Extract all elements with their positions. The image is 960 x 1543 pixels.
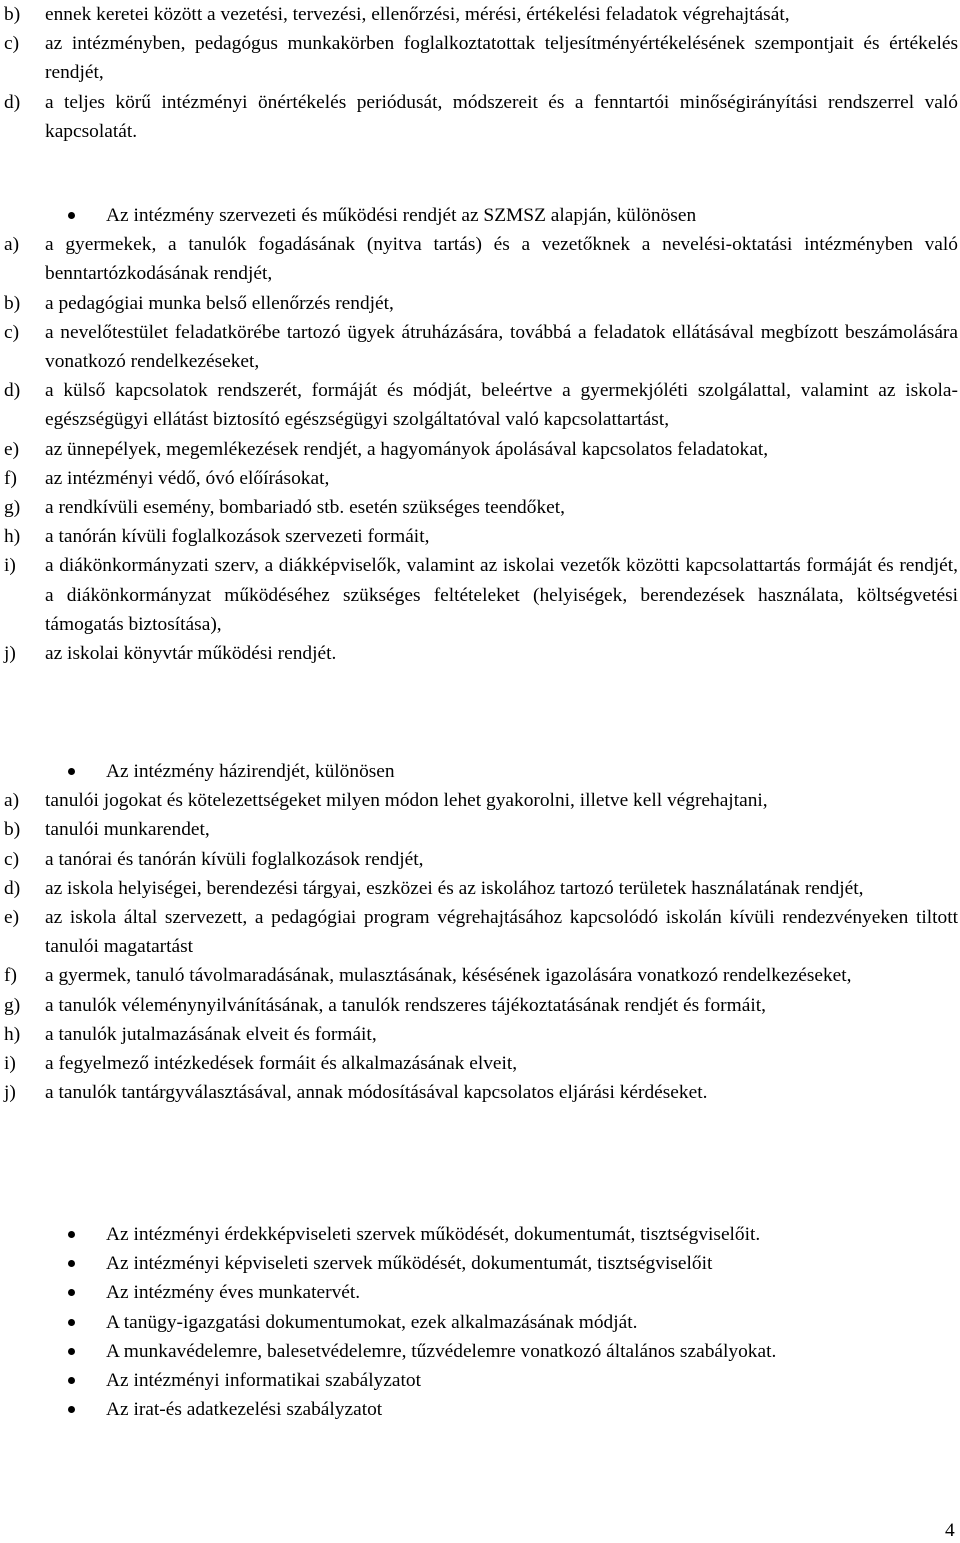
list-item (4, 29, 960, 87)
bullet-icon (4, 1366, 106, 1395)
item-text: tanulói munkarendet, (45, 819, 210, 841)
szmsz-section (4, 201, 960, 668)
item-label: h) (4, 1023, 21, 1045)
bullet-item (4, 1308, 960, 1337)
list-item (4, 874, 960, 903)
bullet-text: A tanügy-igazgatási dokumentumokat, ezek alkalmazásának módját. (106, 1311, 638, 1333)
assessment-list (4, 0, 960, 146)
item-text: a pedagógiai munka belső ellenőrzés rendjét, (45, 292, 394, 314)
item-label: d) (4, 380, 21, 402)
bullet-icon (4, 1249, 106, 1278)
bullet-item (4, 1395, 960, 1424)
item-label: h) (4, 526, 21, 548)
list-item (4, 0, 960, 29)
list-item (4, 1078, 960, 1107)
item-label: a) (4, 790, 20, 812)
list-item (4, 435, 960, 464)
bullet-text: Az intézmény éves munkatervét. (106, 1282, 361, 1304)
item-text: a rendkívüli esemény, bombariadó stb. esetén szükséges teendőket, (45, 497, 565, 519)
item-label: b) (4, 292, 21, 314)
hazirend-section (4, 757, 960, 1107)
item-label: c) (4, 33, 20, 55)
heading-text: Az intézmény szervezeti és működési rendjét az SZMSZ alapján, különösen (106, 205, 697, 226)
bullet-text: Az irat-és adatkezelési szabályzatot (106, 1399, 383, 1421)
item-text: a tanulók jutalmazásának elveit és formáit, (45, 1023, 377, 1045)
item-label: b) (4, 4, 21, 25)
list-item (4, 464, 960, 493)
list-item (4, 786, 960, 815)
item-text: az intézményi védő, óvó előírásokat, (45, 467, 330, 489)
item-label: i) (4, 1053, 16, 1075)
item-text: a tanórán kívüli foglalkozások szervezeti formáit, (45, 526, 430, 548)
item-text: az ünnepélyek, megemlékezések rendjét, a hagyományok ápolásával kapcsolatos feladatokat, (45, 438, 769, 460)
item-label: j) (4, 643, 16, 665)
bullet-text: Az intézményi érdekképviseleti szervek működését, dokumentumát, tisztségviselőit. (106, 1224, 761, 1245)
bullet-icon (4, 1220, 106, 1249)
bullet-icon (4, 1308, 106, 1337)
item-label: d) (4, 91, 21, 113)
item-label: e) (4, 907, 20, 929)
list-item (4, 961, 960, 990)
other-documents-list (4, 1220, 960, 1424)
item-text: a diákönkormányzati szerv, a diákképviselők, valamint az iskolai vezetők közötti kapcsolattartás formáját és rendjét, a diákönkormányzat működéséhez szükséges feltételeket (helyiségek, berendezések használata, költségvetési támogatás biztosítása), (45, 555, 958, 635)
page-number: 4 (945, 1520, 955, 1541)
item-text: a teljes körű intézményi önértékelés periódusát, módszereit és a fenntartói minőségirányítási rendszerrel való kapcsolatát. (45, 91, 958, 142)
item-text: a fegyelmező intézkedések formáit és alkalmazásának elveit, (45, 1053, 518, 1075)
item-label: f) (4, 467, 17, 489)
item-label: j) (4, 1082, 16, 1104)
bullet-item (4, 1249, 960, 1278)
item-label: g) (4, 497, 21, 519)
list-item (4, 903, 960, 961)
item-text: az iskola által szervezett, a pedagógiai program végrehajtásához kapcsolódó iskolán kívüli rendezvényeken tiltott tanulói magatartást (45, 907, 958, 958)
list-item (4, 88, 960, 146)
item-label: c) (4, 848, 20, 870)
item-text: a tanórai és tanórán kívüli foglalkozások rendjét, (45, 848, 424, 870)
item-text: az iskolai könyvtár működési rendjét. (45, 643, 337, 665)
list-item (4, 522, 960, 551)
bullet-icon (4, 1337, 106, 1366)
item-text: a külső kapcsolatok rendszerét, formáját és módját, beleértve a gyermekjóléti szolgálattal, valamint az iskola-egészségügyi ellátást biztosító egészségügyi szolgáltatóval való kapcsolattartást, (45, 380, 958, 431)
list-item (4, 318, 960, 376)
bullet-item (4, 1220, 960, 1249)
item-label: c) (4, 321, 20, 343)
item-text: a tanulók tantárgyválasztásával, annak módosításával kapcsolatos eljárási kérdéseket. (45, 1082, 708, 1104)
item-label: i) (4, 555, 16, 577)
bullet-icon (4, 1278, 106, 1307)
list-item (4, 551, 960, 639)
list-item (4, 815, 960, 844)
item-text: ennek keretei között a vezetési, tervezési, ellenőrzési, mérési, értékelési feladatok végrehajtását, (45, 4, 790, 25)
list-item (4, 230, 960, 288)
list-item (4, 1049, 960, 1078)
item-label: b) (4, 819, 21, 841)
item-text: a gyermek, tanuló távolmaradásának, mulasztásának, késésének igazolására vonatkozó rendelkezéseket, (45, 965, 852, 987)
item-text: a nevelőtestület feladatkörébe tartozó ügyek átruházására, továbbá a feladatok ellátásával megbízott beszámolására vonatkozó rendelkezéseket, (45, 321, 958, 373)
item-label: d) (4, 877, 21, 899)
list-item (4, 991, 960, 1020)
list-item (4, 493, 960, 522)
item-text: az intézményben, pedagógus munkakörben foglalkoztatottak teljesítményértékelésének szempontjait és értékelés rendjét, (45, 33, 958, 84)
heading-text: Az intézmény házirendjét, különösen (106, 761, 395, 782)
section-heading (4, 201, 960, 230)
item-label: g) (4, 994, 21, 1016)
section-heading (4, 757, 960, 786)
bullet-text: A munkavédelemre, balesetvédelemre, tűzvédelemre vonatkozó általános szabályokat. (106, 1340, 777, 1362)
list-item (4, 845, 960, 874)
item-label: e) (4, 438, 20, 460)
item-text: a tanulók véleménynyilvánításának, a tanulók rendszeres tájékoztatásának rendjét és formáit, (45, 994, 766, 1016)
item-text: a gyermekek, a tanulók fogadásának (nyitva tartás) és a vezetőknek a nevelési-oktatási intézményben való benntartózkodásának rendjét, (45, 234, 958, 285)
bullet-icon (4, 757, 106, 786)
item-text: tanulói jogokat és kötelezettségeket milyen módon lehet gyakorolni, illetve kell végrehajtani, (45, 790, 768, 812)
bullet-item (4, 1337, 960, 1366)
item-label: f) (4, 965, 17, 987)
bullet-text: Az intézményi képviseleti szervek működését, dokumentumát, tisztségviselőit (106, 1253, 713, 1275)
bullet-icon (4, 1395, 106, 1424)
bullet-item (4, 1366, 960, 1395)
list-item (4, 1020, 960, 1049)
bullet-item (4, 1278, 960, 1307)
bullet-icon (4, 201, 106, 230)
list-item (4, 289, 960, 318)
item-text: az iskola helyiségei, berendezési tárgyai, eszközei és az iskolához tartozó területek használatának rendjét, (45, 877, 864, 899)
list-item (4, 376, 960, 434)
list-item (4, 639, 960, 668)
bullet-text: Az intézményi informatikai szabályzatot (106, 1370, 421, 1392)
item-label: a) (4, 234, 20, 256)
